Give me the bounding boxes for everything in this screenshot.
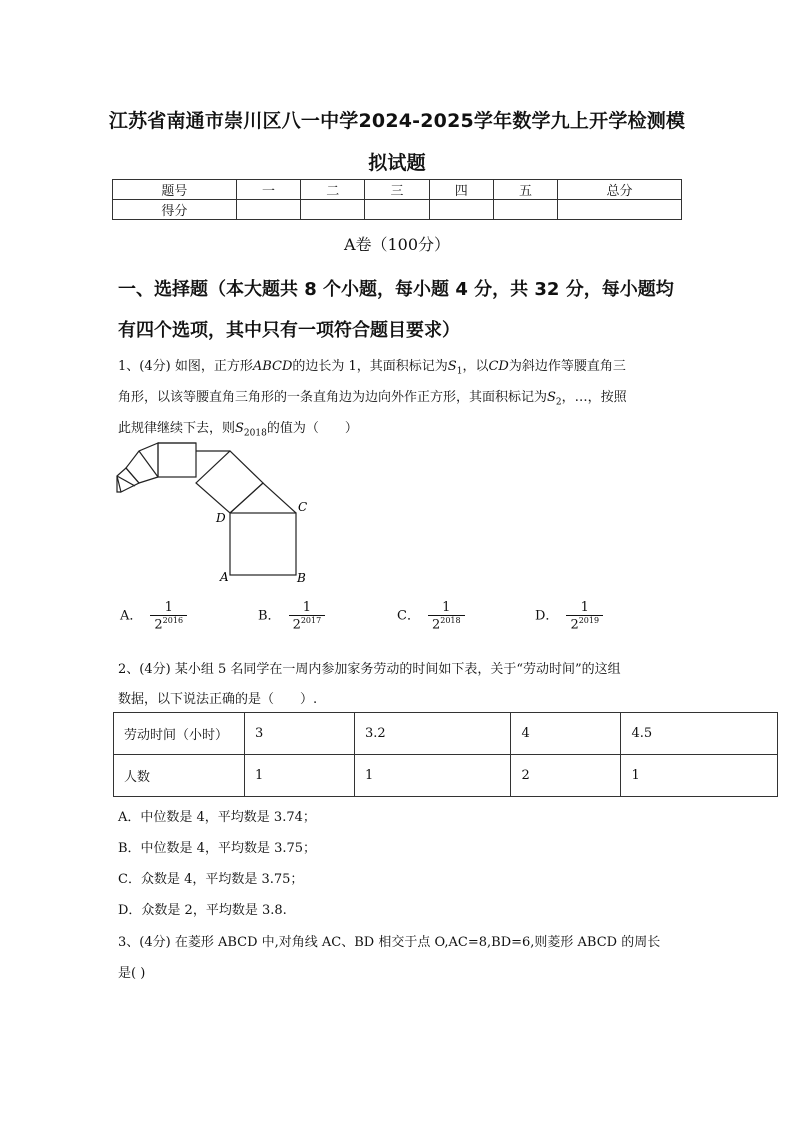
q1-text-line3: 此规律继续下去，则$S_{2018}$的值为（ ） bbox=[118, 421, 358, 439]
q2-option-d[interactable]: D．众数是 2，平均数是 3.8. bbox=[118, 903, 287, 918]
score-header-cell: 五 bbox=[493, 180, 557, 200]
score-table-score-row bbox=[113, 200, 682, 220]
q1-option-c[interactable]: C． $\frac{1}{2^{2018}}$ bbox=[397, 600, 465, 632]
q2-table-cell: 2 bbox=[511, 755, 621, 797]
score-blank-cell bbox=[236, 200, 300, 220]
q2-option-c[interactable]: C．众数是 4，平均数是 3.75； bbox=[118, 872, 304, 887]
score-header-cell: 总分 bbox=[558, 180, 682, 200]
volume-heading: A卷（100分） bbox=[343, 235, 451, 254]
label-b: B bbox=[297, 571, 306, 585]
square-3 bbox=[158, 443, 196, 477]
q1-geometry-figure bbox=[112, 438, 317, 588]
q2-option-a[interactable]: A．中位数是 4，平均数是 3.74； bbox=[118, 810, 316, 825]
score-header-cell: 二 bbox=[301, 180, 365, 200]
q3-text-line1: 3、(4分) 在菱形 ABCD 中,对角线 AC、BD 相交于点 O,AC=8,BD=6,则菱形 ABCD 的周长 bbox=[118, 935, 661, 950]
q2-table-cell: 4.5 bbox=[621, 713, 778, 755]
q2-table-cell: 1 bbox=[245, 755, 355, 797]
q1-option-d[interactable]: D． $\frac{1}{2^{2019}}$ bbox=[535, 600, 603, 632]
square-abcd bbox=[230, 513, 296, 575]
q2-table-cell: 1 bbox=[354, 755, 511, 797]
square-5 bbox=[117, 468, 139, 492]
label-d: D bbox=[216, 511, 226, 525]
document-title-line2: 拟试题 bbox=[368, 152, 426, 174]
score-blank-cell bbox=[301, 200, 365, 220]
q2-option-b[interactable]: B．中位数是 4，平均数是 3.75； bbox=[118, 841, 317, 856]
q1-text-line1: 1、(4分) 如图，正方形ABCD的边长为 1，其面积标记为$S_1$，以CD为斜边作等腰直角三 bbox=[118, 359, 626, 377]
q3-text-line2: 是( ) bbox=[118, 966, 146, 981]
score-table bbox=[112, 179, 682, 220]
q2-table-row-hours bbox=[114, 713, 778, 755]
score-row-label: 得分 bbox=[113, 200, 237, 220]
square-2 bbox=[196, 451, 263, 513]
score-header-cell: 三 bbox=[365, 180, 429, 200]
label-c: C bbox=[298, 500, 308, 514]
q2-table-cell: 3 bbox=[245, 713, 355, 755]
q2-table-cell: 4 bbox=[511, 713, 621, 755]
square-4 bbox=[126, 443, 158, 483]
section1-heading-line1: 一、选择题（本大题共 8 个小题，每小题 4 分，共 32 分，每小题均 bbox=[118, 279, 674, 300]
q2-table-row-people bbox=[114, 755, 778, 797]
triangle-1 bbox=[230, 483, 296, 513]
q1-option-a[interactable]: A． $\frac{1}{2^{2016}}$ bbox=[120, 600, 187, 632]
q2-text-line2: 数据，以下说法正确的是（ ）. bbox=[118, 692, 318, 707]
q1-text-line2: 角形，以该等腰直角三角形的一条直角边为边向外作正方形，其面积标记为$S_2$，…，按照 bbox=[118, 390, 627, 408]
q2-data-table bbox=[113, 712, 778, 797]
label-a: A bbox=[220, 570, 229, 584]
score-header-cell: 题号 bbox=[113, 180, 237, 200]
score-blank-cell bbox=[558, 200, 682, 220]
score-header-cell: 四 bbox=[429, 180, 493, 200]
document-title-line1: 江苏省南通市崇川区八一中学2024-2025学年数学九上开学检测模 bbox=[108, 110, 686, 132]
diag-4 bbox=[139, 451, 158, 477]
q1-option-b[interactable]: B． $\frac{1}{2^{2017}}$ bbox=[258, 600, 325, 632]
section1-heading-line2: 有四个选项，其中只有一项符合题目要求） bbox=[118, 320, 460, 341]
score-blank-cell bbox=[429, 200, 493, 220]
q2-table-cell: 人数 bbox=[114, 755, 245, 797]
score-header-cell: 一 bbox=[236, 180, 300, 200]
q2-table-cell: 3.2 bbox=[354, 713, 511, 755]
score-blank-cell bbox=[365, 200, 429, 220]
q2-table-cell: 劳动时间（小时） bbox=[114, 713, 245, 755]
q2-text-line1: 2、(4分) 某小组 5 名同学在一周内参加家务劳动的时间如下表，关于“劳动时间”的这组 bbox=[118, 662, 621, 677]
score-blank-cell bbox=[493, 200, 557, 220]
q2-table-cell: 1 bbox=[621, 755, 778, 797]
score-table-header-row bbox=[113, 180, 682, 200]
